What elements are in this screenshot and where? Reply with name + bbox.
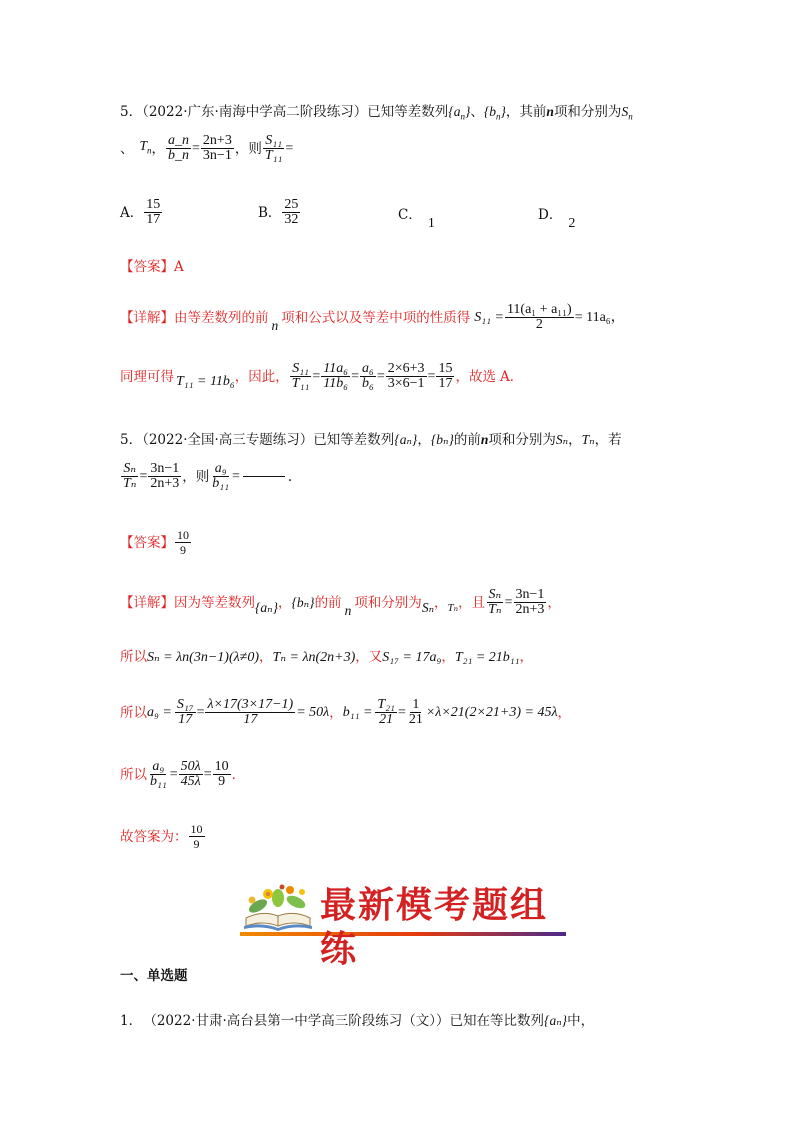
answer-blank [243, 476, 285, 477]
q5a-sep: 、 [470, 104, 484, 120]
q5b-line1: 5．（2022·全国·高三专题练习）已知等差数列{aₙ}，{bₙ}的前n项和分别为Sₙ，Tₙ，若 [120, 432, 622, 448]
q5a-line2 [120, 134, 293, 163]
q5b-detail-1: 【详解】 因为等差数列 {aₙ} ， {bₙ} 的前 n 项和分别为 Sₙ ， Tₙ ，且 $\frac{\text{Sₙ}}{\text{Tₙ}}$ = $\frac{3n-1}{2n+3}$ ， [120, 587, 561, 618]
banner-title: 最新模考题组练 [320, 885, 549, 970]
q5a-source: （2022·广东·南海中学高二阶段练习） [142, 104, 368, 120]
q5a-seq-b: $\{b_n\}$ [483, 104, 506, 122]
q5a-option-a: A． $\frac{15}{17}$ [120, 197, 161, 227]
q5a-ask-eq: = [285, 140, 294, 156]
q5a-option-d: D．2 [538, 207, 576, 231]
q5b-line2: $\frac{\text{Sₙ}}{\text{Tₙ}}$ = $\frac{3n-1}{2n+3}$ ，则 $\frac{\text{a₉}}{\text{b₁₁}}$ = . [123, 461, 293, 491]
q5a-T: $T_n$ [139, 138, 152, 156]
q5a-ratio-rhs: $\frac{2n+3}{3n-1}$ [202, 133, 232, 163]
q5a-option-b: B． $\frac{25}{32}$ [258, 197, 299, 227]
q5a-number: 5． [120, 104, 143, 120]
q5a-answer: 【答案】A [120, 259, 184, 275]
q5b-final-answer: 故答案为： $\frac{10}{9}$ [120, 822, 203, 851]
q5b-detail-4: 所以 $\frac{\text{a₉}}{\text{b₁₁}}$ = $\frac{50\lambda}{45\lambda}$ = $\frac{10}{9}$ ． [120, 759, 246, 789]
q5a-ratio: $\frac{a\_n}{b\_n}$ [168, 133, 190, 163]
q5a-eq: = [192, 140, 200, 156]
q5a-detail-2: 同理可得 T₁₁ = 11b₆ ，因此， $\frac{\text{S₁₁}}{\text{T₁₁}}$ = $\frac{\text{11a₆}}{\text{11b₆}}$ = $\frac{\text{a₆}}{\text{b₆}}$ = $\frac{2\times 6+3}{3\times 6-1}$ = $\frac{15}{17}$ ，故选 A． [120, 361, 524, 391]
q5a-then: ，则 [234, 140, 262, 157]
q5b-detail-2: 所以Sₙ = λn(3n−1)(λ≠0)，Tₙ = λn(2n+3)，又S₁₇ = 17a₉，T₂₁ = 21b₁₁， [120, 649, 534, 665]
q5a-stem-3: 项和分别为 [553, 104, 622, 120]
q5b-detail-3: 所以 a₉ = $\frac{\text{S₁₇}}{17}$ = $\frac{\lambda\times 17(3\times 17-1)}{17}$ = 50λ ， b₁₁ = $\frac{\text{T₂₁}}{21}$ = $\frac{1}{21}$ ×λ×21(2×21+3) = 45λ ， [120, 697, 572, 727]
q5a-detail-1: 【详解】 由等差数列的前 n 项和公式以及等差中项的性质得 S₁₁ = $\frac{\text{11(a₁ + a₁₁)}}{2}$ = 11a₆， [120, 302, 625, 333]
q5a-seq-a: $\{a_n\}$ [448, 104, 471, 122]
q5a-comma: ， [151, 140, 166, 157]
section-banner [238, 880, 566, 970]
q5a-stem-1: 已知等差数列 [367, 104, 449, 120]
section-title: 一、单选题 [120, 968, 188, 984]
q5a-n: n [546, 104, 554, 119]
q1-line: 1． （2022·甘肃·高台县第一中学高三阶段练习（文））已知在等比数列{aₙ}中， [120, 1013, 595, 1029]
q5a-stem-2: ，其前 [505, 104, 547, 120]
q5a-ask: $\frac{\text{S₁₁}}{\text{T₁₁}}$ [264, 133, 283, 163]
q5a-line2-sep: 、 [120, 140, 134, 157]
q5a-S: $S_n$ [621, 104, 633, 122]
q5a-option-c: C．1 [398, 207, 435, 231]
q5b-answer: 【答案】 $\frac{10}{9}$ [120, 528, 189, 557]
q5a-line1 [120, 103, 633, 126]
